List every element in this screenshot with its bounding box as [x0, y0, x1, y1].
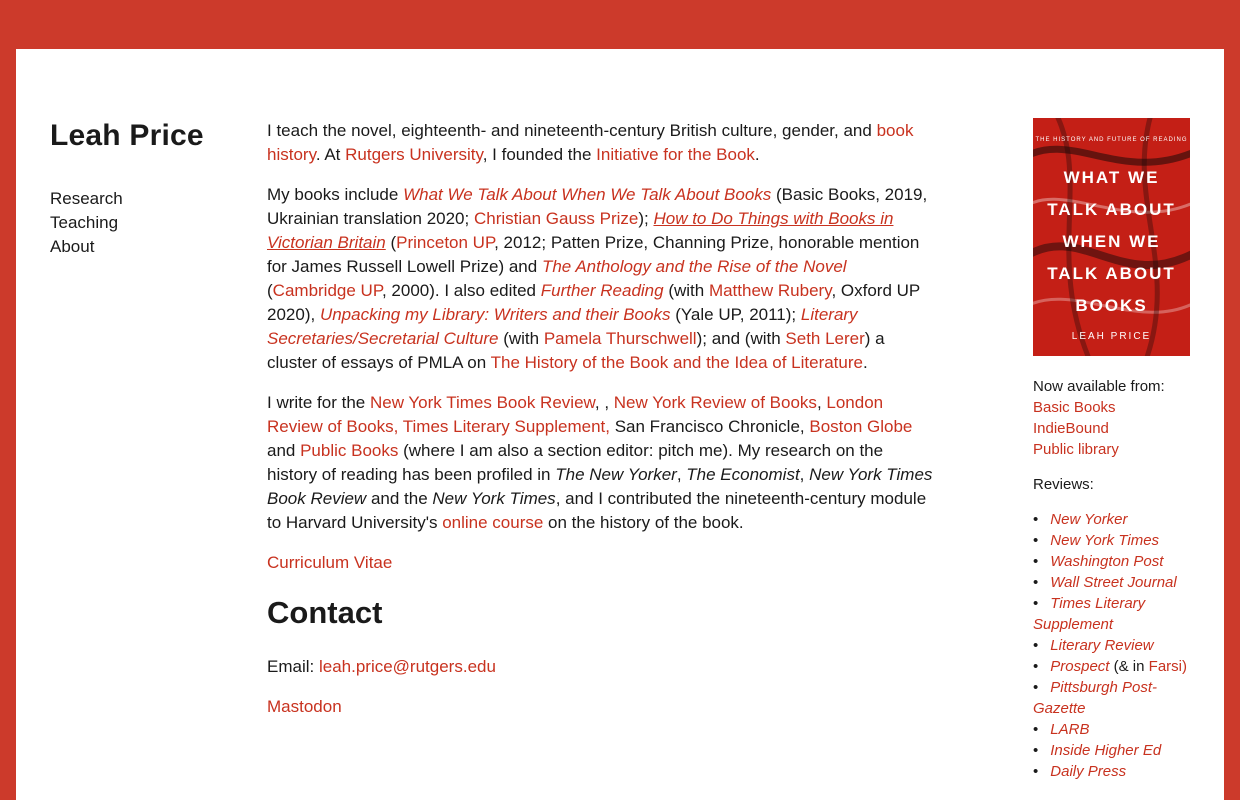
- online-course-link[interactable]: online course: [442, 513, 544, 532]
- cover-author: LEAH PRICE: [1071, 331, 1152, 342]
- anthology-link[interactable]: [542, 257, 847, 276]
- publication-name: The New Yorker: [555, 465, 677, 484]
- text: (where I am also a section editor: pitch me). My research on the history of reading has been profiled in: [267, 441, 884, 484]
- publication-name: The Economist: [686, 465, 800, 484]
- email-link[interactable]: leah.price@rutgers.edu: [318, 657, 496, 676]
- books-paragraph: [267, 183, 937, 375]
- text: (: [385, 233, 397, 252]
- review-source: New Yorker: [1050, 511, 1128, 528]
- right-sidebar: [1033, 118, 1198, 782]
- text: (: [267, 281, 273, 300]
- cv-link[interactable]: Curriculum Vitae: [267, 553, 393, 572]
- cover-subtitle: THE HISTORY AND FUTURE OF READING: [1035, 137, 1188, 143]
- unpacking-link[interactable]: [320, 305, 671, 324]
- cv-paragraph: [267, 551, 937, 575]
- nyrb-link[interactable]: New York Review of Books: [613, 393, 817, 412]
- list-item: [1033, 740, 1198, 761]
- review-source: Daily Press: [1050, 763, 1127, 780]
- text: , and I contributed the nineteenth-century module to Harvard University's: [267, 489, 927, 532]
- review-link[interactable]: [1050, 742, 1161, 759]
- seller-link-basic-books[interactable]: Basic Books: [1033, 399, 1116, 416]
- text: (with: [663, 281, 709, 300]
- review-link[interactable]: [1050, 532, 1159, 549]
- text: I teach the novel, eighteenth- and nineteenth-century British culture, gender, and: [267, 121, 877, 140]
- text: (Basic Books, 2019, Ukrainian translation 2020;: [267, 185, 928, 228]
- review-source: Wall Street Journal: [1050, 574, 1177, 591]
- farsi-link[interactable]: Farsi): [1148, 658, 1187, 675]
- rutgers-link[interactable]: Rutgers University: [345, 145, 483, 164]
- cover-title: [1033, 162, 1190, 322]
- sidebar: [50, 119, 230, 259]
- review-link[interactable]: [1050, 511, 1127, 528]
- text: (& in: [1109, 658, 1149, 675]
- thurschwell-link[interactable]: Pamela Thurschwell: [543, 329, 697, 348]
- cover-title-line: WHAT WE: [1063, 168, 1160, 187]
- list-item: [1033, 677, 1198, 719]
- page-content: [16, 49, 1224, 800]
- text: I write for the: [267, 393, 370, 412]
- seller-link-public-library[interactable]: Public library: [1033, 441, 1119, 458]
- book-history-link[interactable]: book history: [267, 121, 914, 164]
- email-paragraph: [267, 655, 937, 679]
- text: , 2012; Patten Prize, Channing Prize, honorable mention for James Russell Lowell Prize) and: [267, 233, 920, 276]
- text: , 2000). I also edited: [381, 281, 541, 300]
- email-label: Email:: [267, 657, 319, 676]
- text: ,: [676, 465, 687, 484]
- review-link[interactable]: [1033, 679, 1157, 717]
- text: San Francisco Chronicle,: [609, 417, 810, 436]
- text: .: [754, 145, 760, 164]
- list-item: [1033, 761, 1198, 782]
- book-title: Unpacking my Library: Writers and their Books: [319, 305, 671, 324]
- rubery-link[interactable]: Matthew Rubery: [708, 281, 832, 300]
- list-item: [1033, 572, 1198, 593]
- review-source: Prospect: [1050, 658, 1110, 675]
- review-source: Pittsburgh Post-Gazette: [1033, 679, 1157, 717]
- cover-title-line: BOOKS: [1075, 296, 1148, 315]
- text: and the: [366, 489, 433, 508]
- review-link[interactable]: [1050, 637, 1153, 654]
- text: , I founded the: [482, 145, 597, 164]
- publication-name: New York Times: [432, 489, 556, 508]
- text: , Oxford UP 2020),: [267, 281, 920, 324]
- review-link[interactable]: [1050, 574, 1176, 591]
- contact-heading: Contact: [267, 595, 383, 630]
- available-from-label: Now available from:: [1033, 378, 1165, 395]
- list-item: [1033, 509, 1198, 530]
- list-item: [1033, 635, 1198, 656]
- nav-research[interactable]: Research: [50, 189, 123, 208]
- review-source: LARB: [1050, 721, 1090, 738]
- review-link[interactable]: [1033, 595, 1145, 633]
- text: , ,: [594, 393, 614, 412]
- nav-teaching[interactable]: Teaching: [50, 213, 119, 232]
- list-item: [1033, 551, 1198, 572]
- text: (Yale UP, 2011);: [670, 305, 801, 324]
- seller-links: [1033, 397, 1198, 460]
- further-reading-link[interactable]: [541, 281, 664, 300]
- text: ,: [816, 393, 827, 412]
- text: (with: [498, 329, 544, 348]
- list-item: [1033, 593, 1198, 635]
- site-title[interactable]: Leah Price: [50, 119, 204, 152]
- book-cover-image[interactable]: [1033, 118, 1190, 356]
- princeton-link[interactable]: Princeton UP: [396, 233, 495, 252]
- text: );: [638, 209, 654, 228]
- public-books-link[interactable]: Public Books: [300, 441, 399, 460]
- book-title: How to Do Things with Books in Victorian Britain: [267, 209, 894, 252]
- main-content: [267, 119, 937, 735]
- main-nav: [50, 187, 230, 259]
- writing-paragraph: [267, 391, 937, 535]
- review-source: Inside Higher Ed: [1050, 742, 1162, 759]
- publication-name: New York Times Book Review: [267, 465, 933, 508]
- lerer-link[interactable]: Seth Lerer: [785, 329, 865, 348]
- review-source: Literary Review: [1050, 637, 1154, 654]
- review-link[interactable]: [1050, 658, 1109, 675]
- cover-title-line: WHEN WE: [1062, 232, 1161, 251]
- review-source: New York Times: [1050, 532, 1160, 549]
- initiative-link[interactable]: Initiative for the Book: [596, 145, 755, 164]
- review-source: Times Literary Supplement: [1033, 595, 1146, 633]
- mastodon-link[interactable]: Mastodon: [267, 697, 342, 716]
- book-title: What We Talk About When We Talk About Books: [403, 185, 772, 204]
- review-link[interactable]: [1050, 721, 1089, 738]
- nav-about[interactable]: About: [50, 237, 95, 256]
- cover-title-line: TALK ABOUT: [1047, 200, 1176, 219]
- intro-paragraph: [267, 119, 937, 167]
- boston-globe-link[interactable]: Boston Globe: [809, 417, 913, 436]
- text: .: [862, 353, 868, 372]
- reviews-list: [1033, 509, 1198, 782]
- nytbr-link[interactable]: New York Times Book Review: [369, 393, 595, 412]
- review-source: Washington Post: [1050, 553, 1164, 570]
- seller-link-indiebound[interactable]: IndieBound: [1033, 420, 1109, 437]
- review-link[interactable]: [1050, 553, 1163, 570]
- list-item: [1033, 530, 1198, 551]
- text: and: [267, 441, 301, 460]
- text: ) a cluster of essays of PMLA on: [267, 329, 885, 372]
- pmla-cluster-link[interactable]: The History of the Book and the Idea of Literature: [490, 353, 863, 372]
- review-link[interactable]: [1050, 763, 1126, 780]
- text: ,: [799, 465, 810, 484]
- book-title: The Anthology and the Rise of the Novel: [541, 257, 847, 276]
- list-item: [1033, 719, 1198, 740]
- text: on the history of the book.: [543, 513, 744, 532]
- cover-title-line: TALK ABOUT: [1047, 264, 1176, 283]
- text: . At: [315, 145, 346, 164]
- list-item: [1033, 656, 1198, 677]
- book-title: Literary Secretaries/Secretarial Culture: [267, 305, 858, 348]
- book-title: Further Reading: [540, 281, 664, 300]
- text: My books include: [267, 185, 404, 204]
- cambridge-link[interactable]: Cambridge UP: [272, 281, 382, 300]
- reviews-heading: Reviews:: [1033, 476, 1094, 493]
- wwta-link[interactable]: [403, 185, 771, 204]
- text: ); and (with: [696, 329, 786, 348]
- gauss-prize-link[interactable]: Christian Gauss Prize: [473, 209, 639, 228]
- mastodon-paragraph: [267, 695, 937, 719]
- lrb-tls-link[interactable]: London Review of Books, Times Literary Supplement,: [267, 393, 884, 436]
